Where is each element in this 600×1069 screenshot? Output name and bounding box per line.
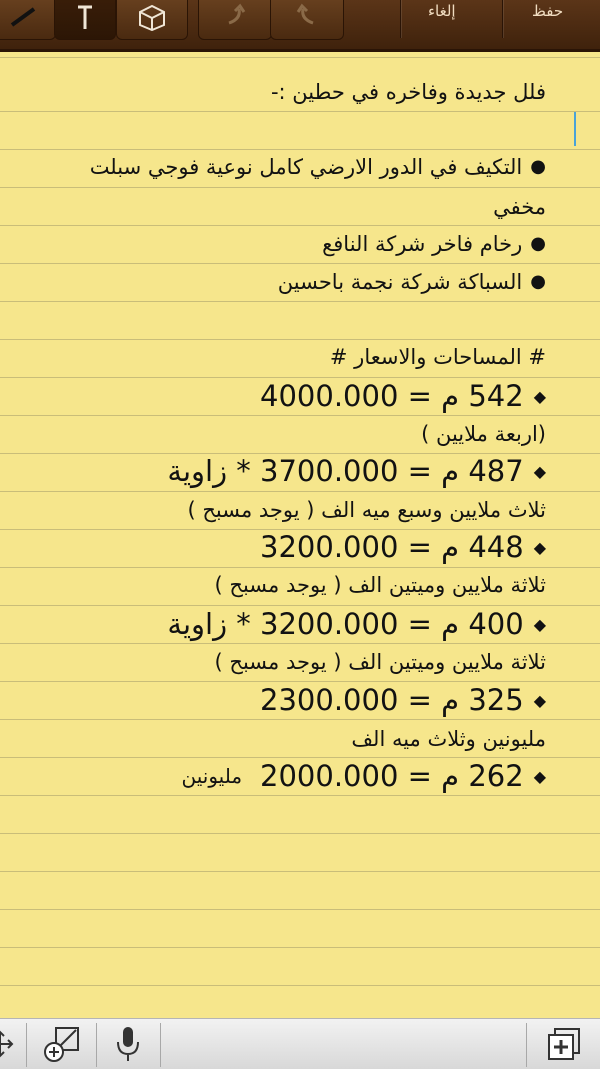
section-heading: # المساحات والاسعار # [329,345,546,369]
feature-item: ● التكيف في الدور الارضي كامل نوعية فوجي سبلت [90,155,546,179]
price-words: مليونين وثلاث ميه الف [351,727,546,751]
price-line: ◆ 487 م = 3700.000 * زاوية [167,454,546,488]
redo-button[interactable] [270,0,344,40]
note-title: فلل جديدة وفاخره في حطين :- [270,80,546,104]
insert-image-button[interactable] [32,1021,92,1067]
cancel-button[interactable]: إلغاء [428,2,456,20]
price-words: ثلاثة ملايين وميتين الف ( يوجد مسبح ) [214,650,546,674]
shape-tool-button[interactable] [116,0,188,40]
price-line: ◆ 325 م = 2300.000 [260,683,546,717]
price-words: (اربعة ملايين ) [421,422,546,446]
shape-icon [136,3,168,31]
text-tool-button[interactable] [54,0,116,40]
save-button[interactable]: حفظ [532,2,564,20]
text-cursor [574,112,576,146]
price-line: ◆ 262 م = 2000.000مليونين [182,759,547,793]
price-line: ◆ 400 م = 3200.000 * زاوية [167,607,546,641]
price-words: ثلاث ملايين وسبع ميه الف ( يوجد مسبح ) [187,498,546,522]
price-words: ثلاثة ملايين وميتين الف ( يوجد مسبح ) [214,573,546,597]
bottom-toolbar [0,1018,600,1069]
add-page-button[interactable] [534,1021,594,1067]
price-line: ◆ 448 م = 3200.000 [260,530,546,564]
toolbar-divider [526,1023,527,1067]
toolbar-divider [160,1023,161,1067]
undo-icon [221,3,249,31]
move-button[interactable] [0,1021,22,1067]
feature-item: ● رخام فاخر شركة النافع [322,232,546,256]
microphone-icon [113,1024,143,1064]
toolbar-divider [26,1023,27,1067]
feature-item-continuation: مخفي [493,195,546,219]
add-page-icon [546,1026,582,1062]
move-icon [0,1029,15,1059]
text-icon [75,3,95,31]
feature-item: ● السباكة شركة نجمة باحسين [278,270,546,294]
toolbar-divider [400,0,401,38]
price-line: ◆ 542 م = 4000.000 [260,379,546,413]
pen-tool-button[interactable] [0,0,56,40]
voice-input-button[interactable] [98,1021,158,1067]
insert-image-icon [42,1024,82,1064]
redo-icon [293,3,321,31]
pen-icon [8,5,38,29]
toolbar-divider [96,1023,97,1067]
undo-button[interactable] [198,0,272,40]
toolbar-divider [502,0,503,38]
price-note: مليونين [181,764,243,788]
top-toolbar [0,0,600,52]
